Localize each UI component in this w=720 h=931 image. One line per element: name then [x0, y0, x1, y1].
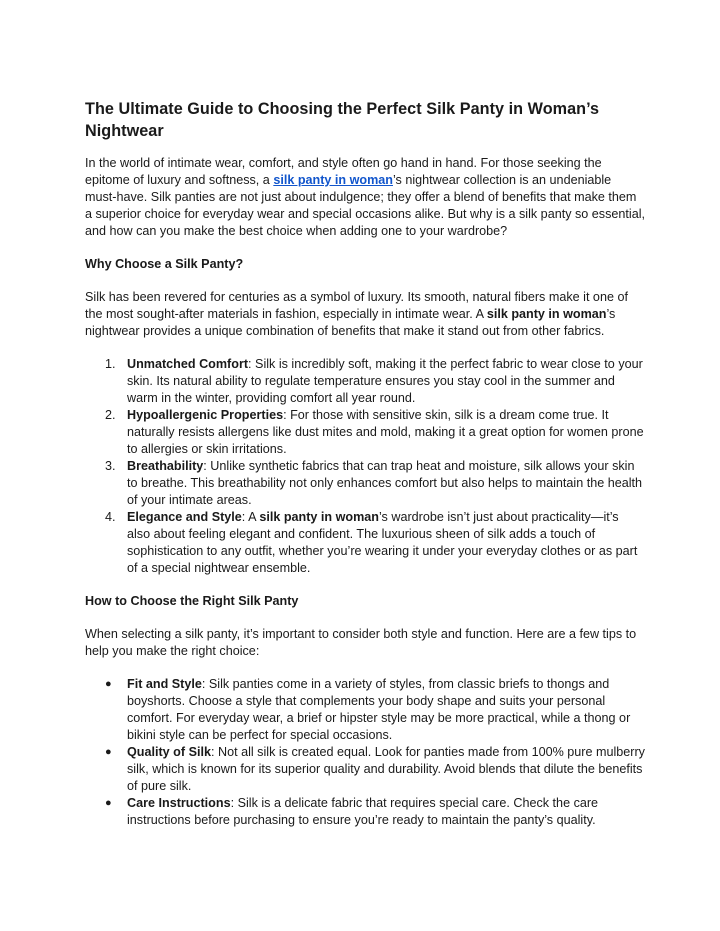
- item-title: Elegance and Style: [127, 510, 242, 524]
- bullet-icon: ●: [105, 746, 112, 758]
- intro-paragraph: [85, 155, 645, 240]
- item-title: Hypoallergenic Properties: [127, 408, 284, 422]
- item-text: : Silk is a delicate fabric that requires special care. Check the care instructions before purchasing to ensure you’re ready to maintain the panty’s quality.: [127, 796, 599, 827]
- list-item: [85, 509, 645, 577]
- tips-list: [85, 676, 645, 829]
- list-number: 3.: [105, 459, 116, 473]
- how-paragraph: When selecting a silk panty, it’s important to consider both style and function. Here are a few tips to help you make the right choice:: [85, 627, 637, 658]
- item-title: Fit and Style: [127, 677, 202, 691]
- item-text: : Unlike synthetic fabrics that can trap heat and moisture, silk allows your skin to breathe. This breathability not only enhances comfort but also helps to maintain the health of your intimate areas.: [127, 459, 643, 507]
- item-title: Quality of Silk: [127, 745, 211, 759]
- list-item: [85, 795, 645, 829]
- list-number: 1.: [105, 357, 116, 371]
- benefits-list: [85, 356, 645, 577]
- intro-text-after: ’s nightwear collection is an undeniable must-have. Silk panties are not just about indulgence; they offer a blend of benefits that make them a superior choice for everyday wear and special occasions alike. But why is a silk panty so essential, and how can you make the best choice when adding one to your wardrobe?: [85, 173, 645, 238]
- list-number: 2.: [105, 408, 116, 422]
- why-keyword: silk panty in woman: [486, 307, 607, 321]
- list-item: [85, 407, 645, 458]
- item-text: ’s wardrobe isn’t just about practicality—it’s also about feeling elegant and confident. The luxurious sheen of silk adds a touch of sophistication to any outfit, whether you’re wearing it under your everyday clothes or as part of a special nightwear ensemble.: [127, 510, 638, 575]
- list-item: [85, 458, 645, 509]
- item-keyword: silk panty in woman: [259, 510, 379, 524]
- bullet-icon: ●: [105, 797, 112, 809]
- item-text: : For those with sensitive skin, silk is a dream come true. It naturally resists allergens like dust mites and mold, making it a great option for women prone to allergies or skin irritations.: [127, 408, 644, 456]
- item-text: : Not all silk is created equal. Look for panties made from 100% pure mulberry silk, which is known for its superior quality and durability. Avoid blends that dilute the benefits of pure silk.: [127, 745, 645, 793]
- list-item: [85, 676, 645, 744]
- section-heading-why: Why Choose a Silk Panty?: [85, 257, 244, 271]
- list-item: [85, 744, 645, 795]
- intro-text-before: In the world of intimate wear, comfort, and style often go hand in hand. For those seeking the epitome of luxury and softness, a: [85, 156, 602, 187]
- item-title: Unmatched Comfort: [127, 357, 249, 371]
- item-text: : Silk panties come in a variety of styles, from classic briefs to thongs and boyshorts. Choose a style that complements your body shape and suits your personal comfort. For everyday wear, a brief or hipster style may be more practical, while a thong or bikini style can be perfect for special occasions.: [127, 677, 631, 742]
- silk-panty-link[interactable]: silk panty in woman: [273, 173, 393, 187]
- list-number: 4.: [105, 510, 116, 524]
- item-title: Care Instructions: [127, 796, 231, 810]
- why-paragraph: Silk has been revered for centuries as a symbol of luxury. Its smooth, natural fibers make it one of the most sought-after materials in fashion, especially in intimate wear. A silk panty in woman’s nightwear provides a unique combination of benefits that make it stand out from other fabrics.: [85, 290, 628, 338]
- section-heading-how: How to Choose the Right Silk Panty: [85, 594, 299, 608]
- item-text: : A: [241, 510, 260, 524]
- list-item: [85, 356, 645, 407]
- item-text: : Silk is incredibly soft, making it the perfect fabric to wear close to your skin. Its natural ability to regulate temperature ensures you stay cool in the summer and warm in the winter, providing comfort all year round.: [127, 357, 643, 405]
- bullet-icon: ●: [105, 678, 112, 690]
- document-title: The Ultimate Guide to Choosing the Perfect Silk Panty in Woman’s Nightwear: [85, 100, 600, 140]
- item-title: Breathability: [127, 459, 204, 473]
- document-page: [85, 98, 645, 845]
